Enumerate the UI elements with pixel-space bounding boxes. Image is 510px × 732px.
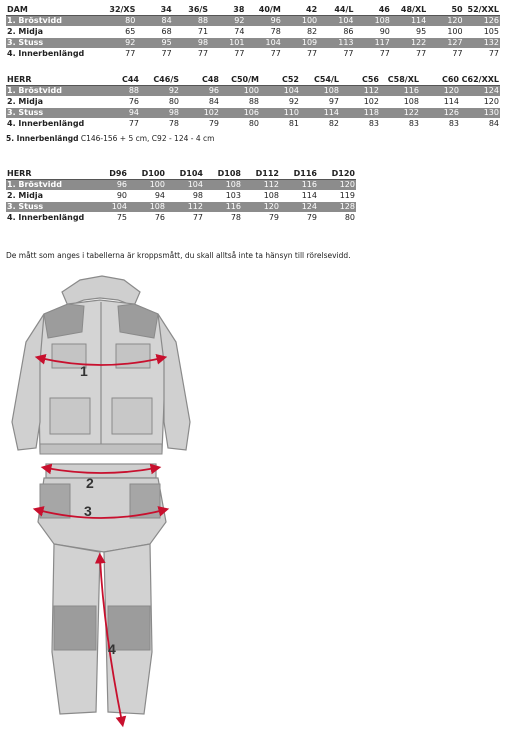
jacket-shoulder-panel — [118, 304, 158, 338]
table-header-row — [6, 5, 500, 16]
cell: 92 — [100, 38, 136, 49]
inseam-note-text: C146-156 + 5 cm, C92 - 124 - 4 cm — [80, 134, 215, 143]
cell: 120 — [420, 86, 460, 97]
cell: 98 — [166, 191, 204, 202]
cell: 113 — [318, 38, 354, 49]
table-row — [6, 38, 500, 49]
cell: 86 — [318, 27, 354, 38]
cell: 94 — [100, 108, 140, 119]
jacket-shoulder-panel — [44, 304, 84, 338]
cell: 98 — [140, 108, 180, 119]
cell: 77 — [464, 49, 500, 60]
cell: 120 — [242, 202, 280, 213]
jacket-hem — [40, 444, 162, 454]
cell: 94 — [128, 191, 166, 202]
trousers-knee-pad — [54, 606, 96, 650]
table-row — [6, 27, 500, 38]
cell: 68 — [136, 27, 172, 38]
column-header: 48/XL — [391, 5, 427, 16]
column-header: C44 — [100, 75, 140, 86]
table-title: DAM — [6, 5, 100, 16]
column-header: D112 — [242, 169, 280, 180]
cell: 96 — [245, 16, 281, 27]
row-label: 2. Midja — [6, 97, 100, 108]
jacket-lower-pocket — [50, 398, 90, 434]
size-table-dam — [6, 5, 500, 60]
column-header: C54/L — [300, 75, 340, 86]
cell: 78 — [140, 119, 180, 130]
table-title: HERR — [6, 169, 90, 180]
cell: 65 — [100, 27, 136, 38]
cell: 92 — [209, 16, 245, 27]
cell: 90 — [90, 191, 128, 202]
size-table-herr-c — [6, 75, 500, 130]
cell: 109 — [282, 38, 318, 49]
cell: 118 — [340, 108, 380, 119]
cell: 100 — [128, 180, 166, 191]
row-label: 2. Midja — [6, 27, 100, 38]
cell: 81 — [260, 119, 300, 130]
cell: 112 — [242, 180, 280, 191]
column-header: D104 — [166, 169, 204, 180]
cell: 77 — [209, 49, 245, 60]
cell: 114 — [420, 97, 460, 108]
cell: 104 — [166, 180, 204, 191]
cell: 108 — [128, 202, 166, 213]
table-row — [6, 180, 356, 191]
cell: 84 — [460, 119, 500, 130]
row-label: 3. Stuss — [6, 202, 90, 213]
cell: 120 — [460, 97, 500, 108]
cell: 79 — [180, 119, 220, 130]
column-header: C58/XL — [380, 75, 420, 86]
column-header: 34 — [136, 5, 172, 16]
row-label: 1. Bröstvidd — [6, 16, 100, 27]
cell: 98 — [173, 38, 209, 49]
cell: 78 — [204, 213, 242, 224]
cell: 84 — [180, 97, 220, 108]
cell: 117 — [355, 38, 391, 49]
row-label: 3. Stuss — [6, 38, 100, 49]
inseam-note — [6, 134, 214, 143]
cell: 100 — [220, 86, 260, 97]
column-header: C48 — [180, 75, 220, 86]
cell: 77 — [355, 49, 391, 60]
cell: 126 — [420, 108, 460, 119]
cell: 106 — [220, 108, 260, 119]
cell: 95 — [136, 38, 172, 49]
row-label: 1. Bröstvidd — [6, 86, 100, 97]
cell: 80 — [100, 16, 136, 27]
cell: 77 — [173, 49, 209, 60]
cell: 105 — [464, 27, 500, 38]
column-header: 44/L — [318, 5, 354, 16]
column-header: 38 — [209, 5, 245, 16]
column-header: D100 — [128, 169, 166, 180]
cell: 77 — [282, 49, 318, 60]
cell: 88 — [220, 97, 260, 108]
cell: 124 — [460, 86, 500, 97]
column-header: D96 — [90, 169, 128, 180]
cell: 82 — [282, 27, 318, 38]
cell: 79 — [280, 213, 318, 224]
table-row — [6, 119, 500, 130]
column-header: 46 — [355, 5, 391, 16]
cell: 78 — [245, 27, 281, 38]
cell: 103 — [204, 191, 242, 202]
cell: 77 — [136, 49, 172, 60]
cell: 77 — [100, 49, 136, 60]
column-header: 50 — [427, 5, 463, 16]
size-table-herr-d — [6, 169, 356, 224]
cell: 88 — [173, 16, 209, 27]
cell: 100 — [427, 27, 463, 38]
cell: 79 — [242, 213, 280, 224]
column-header: C52 — [260, 75, 300, 86]
cell: 112 — [166, 202, 204, 213]
cell: 114 — [300, 108, 340, 119]
cell: 127 — [427, 38, 463, 49]
cell: 108 — [300, 86, 340, 97]
table-row — [6, 191, 356, 202]
jacket-left-sleeve — [12, 314, 44, 450]
cell: 88 — [100, 86, 140, 97]
cell: 82 — [300, 119, 340, 130]
cell: 116 — [380, 86, 420, 97]
table-row — [6, 49, 500, 60]
column-header: D108 — [204, 169, 242, 180]
table-row — [6, 86, 500, 97]
column-header: C62/XXL — [461, 75, 499, 84]
cell: 104 — [318, 16, 354, 27]
cell: 92 — [260, 97, 300, 108]
cell: 119 — [318, 191, 356, 202]
cell: 83 — [380, 119, 420, 130]
table-row — [6, 97, 500, 108]
cell: 76 — [100, 97, 140, 108]
cell: 128 — [318, 202, 356, 213]
cell: 102 — [180, 108, 220, 119]
cell: 114 — [391, 16, 427, 27]
cell: 130 — [460, 108, 500, 119]
cell: 80 — [220, 119, 260, 130]
table-header-row — [6, 169, 356, 180]
cell: 101 — [209, 38, 245, 49]
table-row — [6, 108, 500, 119]
column-header: C46/S — [140, 75, 180, 86]
disclaimer-text: De mått som anges i tabellerna är kroppsmått, du skall alltså inte ta hänsyn till rörelsevidd. — [6, 251, 351, 260]
jacket-lower-pocket — [112, 398, 152, 434]
cell: 77 — [391, 49, 427, 60]
cell: 77 — [318, 49, 354, 60]
cell: 112 — [340, 86, 380, 97]
column-header: D120 — [318, 169, 356, 180]
column-header: 52/XXL — [464, 5, 500, 16]
marker-inseam: 4 — [108, 641, 116, 657]
cell: 104 — [90, 202, 128, 213]
column-header: 36/S — [173, 5, 209, 16]
row-label: 1. Bröstvidd — [6, 180, 90, 191]
cell: 114 — [280, 191, 318, 202]
trousers-illustration — [38, 464, 166, 722]
cell: 83 — [340, 119, 380, 130]
cell: 108 — [380, 97, 420, 108]
row-label: 2. Midja — [6, 191, 90, 202]
cell: 76 — [128, 213, 166, 224]
cell: 108 — [355, 16, 391, 27]
cell: 104 — [245, 38, 281, 49]
table-title: HERR — [6, 75, 100, 86]
column-header: 42 — [282, 5, 318, 16]
cell: 77 — [100, 119, 140, 130]
cell: 77 — [427, 49, 463, 60]
cell: 77 — [166, 213, 204, 224]
column-header: C60 — [420, 75, 460, 86]
cell: 124 — [280, 202, 318, 213]
cell: 116 — [204, 202, 242, 213]
cell: 122 — [391, 38, 427, 49]
cell: 104 — [260, 86, 300, 97]
marker-waist: 2 — [86, 475, 94, 491]
row-label: 4. Innerbenlängd — [6, 119, 100, 130]
cell: 95 — [391, 27, 427, 38]
cell: 80 — [318, 213, 356, 224]
cell: 92 — [140, 86, 180, 97]
cell: 108 — [204, 180, 242, 191]
jacket-illustration — [12, 276, 190, 454]
cell: 126 — [464, 16, 500, 27]
cell: 120 — [318, 180, 356, 191]
measurement-illustration — [0, 272, 510, 732]
row-label: 4. Innerbenlängd — [6, 213, 90, 224]
table-row — [6, 16, 500, 27]
cell: 97 — [300, 97, 340, 108]
table-row — [6, 213, 356, 224]
cell: 90 — [355, 27, 391, 38]
cell: 84 — [136, 16, 172, 27]
cell: 75 — [90, 213, 128, 224]
cell: 100 — [282, 16, 318, 27]
cell: 74 — [209, 27, 245, 38]
cell: 108 — [242, 191, 280, 202]
marker-hip: 3 — [84, 503, 92, 519]
cell: 80 — [140, 97, 180, 108]
row-label: 3. Stuss — [6, 108, 100, 119]
column-header: C50/M — [220, 75, 260, 86]
column-header: 32/XS — [100, 5, 136, 16]
cell: 122 — [380, 108, 420, 119]
cell: 132 — [464, 38, 500, 49]
cell: 102 — [340, 97, 380, 108]
cell: 71 — [173, 27, 209, 38]
column-header: C56 — [340, 75, 380, 86]
cell: 116 — [280, 180, 318, 191]
table-row — [6, 202, 356, 213]
cell: 110 — [260, 108, 300, 119]
inseam-note-label: 5. Innerbenlängd — [6, 134, 79, 143]
table-header-row — [6, 75, 500, 86]
cell: 96 — [90, 180, 128, 191]
marker-chest: 1 — [80, 363, 88, 379]
cell: 77 — [245, 49, 281, 60]
cell: 96 — [180, 86, 220, 97]
cell: 120 — [427, 16, 463, 27]
cell: 83 — [420, 119, 460, 130]
row-label: 4. Innerbenlängd — [6, 49, 100, 60]
column-header: D116 — [280, 169, 318, 180]
column-header: 40/M — [245, 5, 281, 16]
